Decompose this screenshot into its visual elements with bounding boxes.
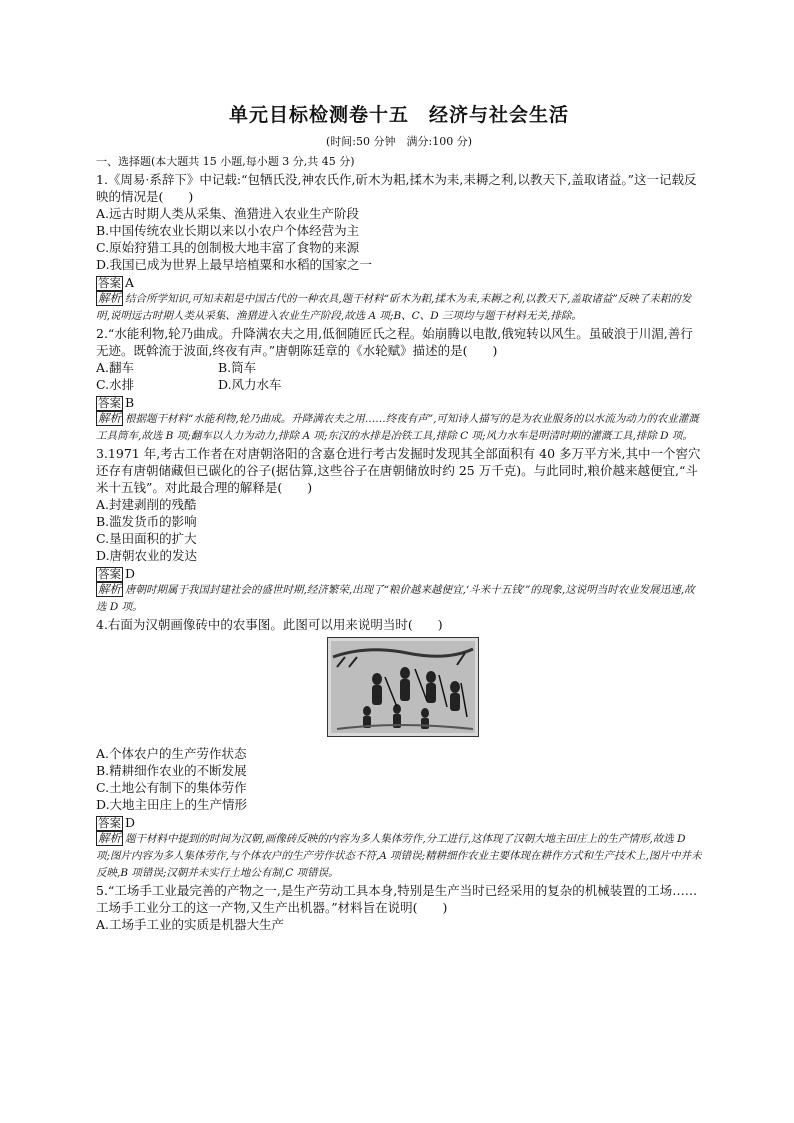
question-3-option-d: D.唐朝农业的发达 — [96, 548, 198, 563]
question-5-stem: 5.“工场手工业最完善的产物之一,是生产劳动工具本身,特别是生产当时已经采用的复杂的机械装置的工场……工场手工业分工的这一产物,又生产出机器。”材料旨在说明( ) — [96, 883, 698, 915]
question-3-option-c: C.垦田面积的扩大 — [96, 531, 197, 546]
question-3-answer — [96, 565, 702, 582]
question-1-stem: 1.《周易·系辞下》中记载:“包牺氏没,神农氏作,斫木为耜,揉木为耒,耒耨之利,以教天下,盖取诸益。”这一记载反映的情况是( ) — [96, 172, 697, 204]
question-4-stem: 4.右面为汉朝画像砖中的农事图。此图可以用来说明当时( ) — [96, 617, 443, 632]
analysis-text: 题干材料中提到的时间为汉朝,画像砖反映的内容为多人集体劳作,分工进行,这体现了汉朝大地主田庄上的生产情形,故选 D 项;图片内容为多人集体劳作,与个体农户的生产劳作状态不符,A 项错误;精耕细作农业主要体现在耕作方式和生产技术上,图片中并未反映,B 项错误;汉朝并未实行土地公有制,C 项错误。 — [96, 833, 702, 879]
answer-value: D — [125, 566, 136, 581]
answer-tag: 答案 — [98, 276, 121, 290]
analysis-tag: 解析 — [98, 291, 121, 305]
question-2-option-c: C.水排 — [96, 377, 135, 392]
analysis-text: 唐朝时期属于我国封建社会的盛世时期,经济繁荣,出现了“粮价越来越便宜,‘斗米十五钱’”的现象,这说明当时农业发展迅速,故选 D 项。 — [96, 584, 695, 613]
question-4-option-d: D.大地主田庄上的生产情形 — [96, 797, 248, 812]
analysis-tag: 解析 — [98, 411, 121, 425]
question-2-option-b: B.筒车 — [218, 360, 257, 375]
question-4 — [96, 616, 702, 882]
question-5 — [96, 882, 702, 933]
question-4-analysis — [96, 831, 702, 882]
answer-value: A — [125, 275, 135, 290]
answer-value: B — [125, 395, 135, 410]
question-3-analysis — [96, 582, 702, 616]
analysis-text: 根据题干材料“水能利物,轮乃曲成。升降满农夫之用……终夜有声”,可知诗人描写的是为农业服务的以水流为动力的农业灌溉工具筒车,故选 B 项;翻车以人力为动力,排除 A 项;东汉的水排是冶铁工具,排除 C 项;风力水车是明清时期的灌溉工具,排除 D 项。 — [96, 413, 699, 442]
question-3 — [96, 445, 702, 616]
question-5-option-a: A.工场手工业的实质是机器大生产 — [96, 917, 285, 932]
question-3-option-a: A.封建剥削的残酷 — [96, 497, 197, 512]
question-4-option-c: C.土地公有制下的集体劳作 — [96, 780, 247, 795]
han-brick-farming-image — [327, 637, 479, 737]
page-subtitle: (时间:50 分钟 满分:100 分) — [326, 135, 472, 148]
answer-tag: 答案 — [98, 396, 121, 410]
analysis-text: 结合所学知识,可知耒耜是中国古代的一种农具,题干材料“斫木为耜,揉木为耒,耒耨之利,以教天下,盖取诸益”反映了耒耜的发明,说明远古时期人类从采集、渔猎进入农业生产阶段,故选 A 项;B、C、D 三项均与题干材料无关,排除。 — [96, 293, 692, 322]
question-2-stem: 2.“水能利物,轮乃曲成。升降满农夫之用,低徊随匠氏之程。始崩腾以电散,俄宛转以风生。虽破浪于川湄,善行无迹。既斡流于波面,终夜有声。”唐朝陈廷章的《水轮赋》描述的是( ) — [96, 326, 693, 358]
answer-tag: 答案 — [98, 567, 121, 581]
question-2-option-d: D.风力水车 — [218, 377, 282, 392]
answer-value: D — [125, 815, 136, 830]
question-1-option-c: C.原始狩猎工具的创制极大地丰富了食物的来源 — [96, 240, 360, 255]
question-2 — [96, 325, 702, 445]
question-1-answer — [96, 274, 702, 291]
question-1-analysis — [96, 291, 702, 325]
analysis-tag: 解析 — [98, 831, 121, 845]
answer-tag: 答案 — [98, 816, 121, 830]
question-4-option-a: A.个体农户的生产劳作状态 — [96, 746, 247, 761]
question-1-option-b: B.中国传统农业长期以来以小农户个体经营为主 — [96, 223, 360, 238]
question-3-option-b: B.滥发货币的影响 — [96, 514, 197, 529]
page-title: 单元目标检测卷十五 经济与社会生活 — [228, 104, 569, 126]
question-4-option-b: B.精耕细作农业的不断发展 — [96, 763, 247, 778]
question-2-options-row-1 — [96, 359, 702, 376]
question-2-option-a: A.翻车 — [96, 360, 135, 375]
question-1-option-d: D.我国已成为世界上最早培植粟和水稻的国家之一 — [96, 257, 373, 272]
question-2-answer — [96, 394, 702, 411]
question-3-stem: 3.1971 年,考古工作者在对唐朝洛阳的含嘉仓进行考古发掘时发现其全部面积有 40 多万平方米,其中一个窖穴还存有唐朝储藏但已碳化的谷子(据估算,这些谷子在唐朝储放时约 25 万千克)。与此同时,粮价越来越便宜,“斗米十五钱”。对此最合理的解释是( ) — [96, 446, 701, 495]
question-2-analysis — [96, 411, 702, 445]
analysis-tag: 解析 — [98, 582, 121, 596]
question-4-answer — [96, 814, 702, 831]
section-heading: 一、选择题(本大题共 15 小题,每小题 3 分,共 45 分) — [96, 155, 355, 168]
question-1-option-a: A.远古时期人类从采集、渔猎进入农业生产阶段 — [96, 206, 360, 221]
question-1 — [96, 171, 702, 325]
exam-page — [96, 100, 702, 933]
question-2-options-row-2 — [96, 376, 702, 393]
